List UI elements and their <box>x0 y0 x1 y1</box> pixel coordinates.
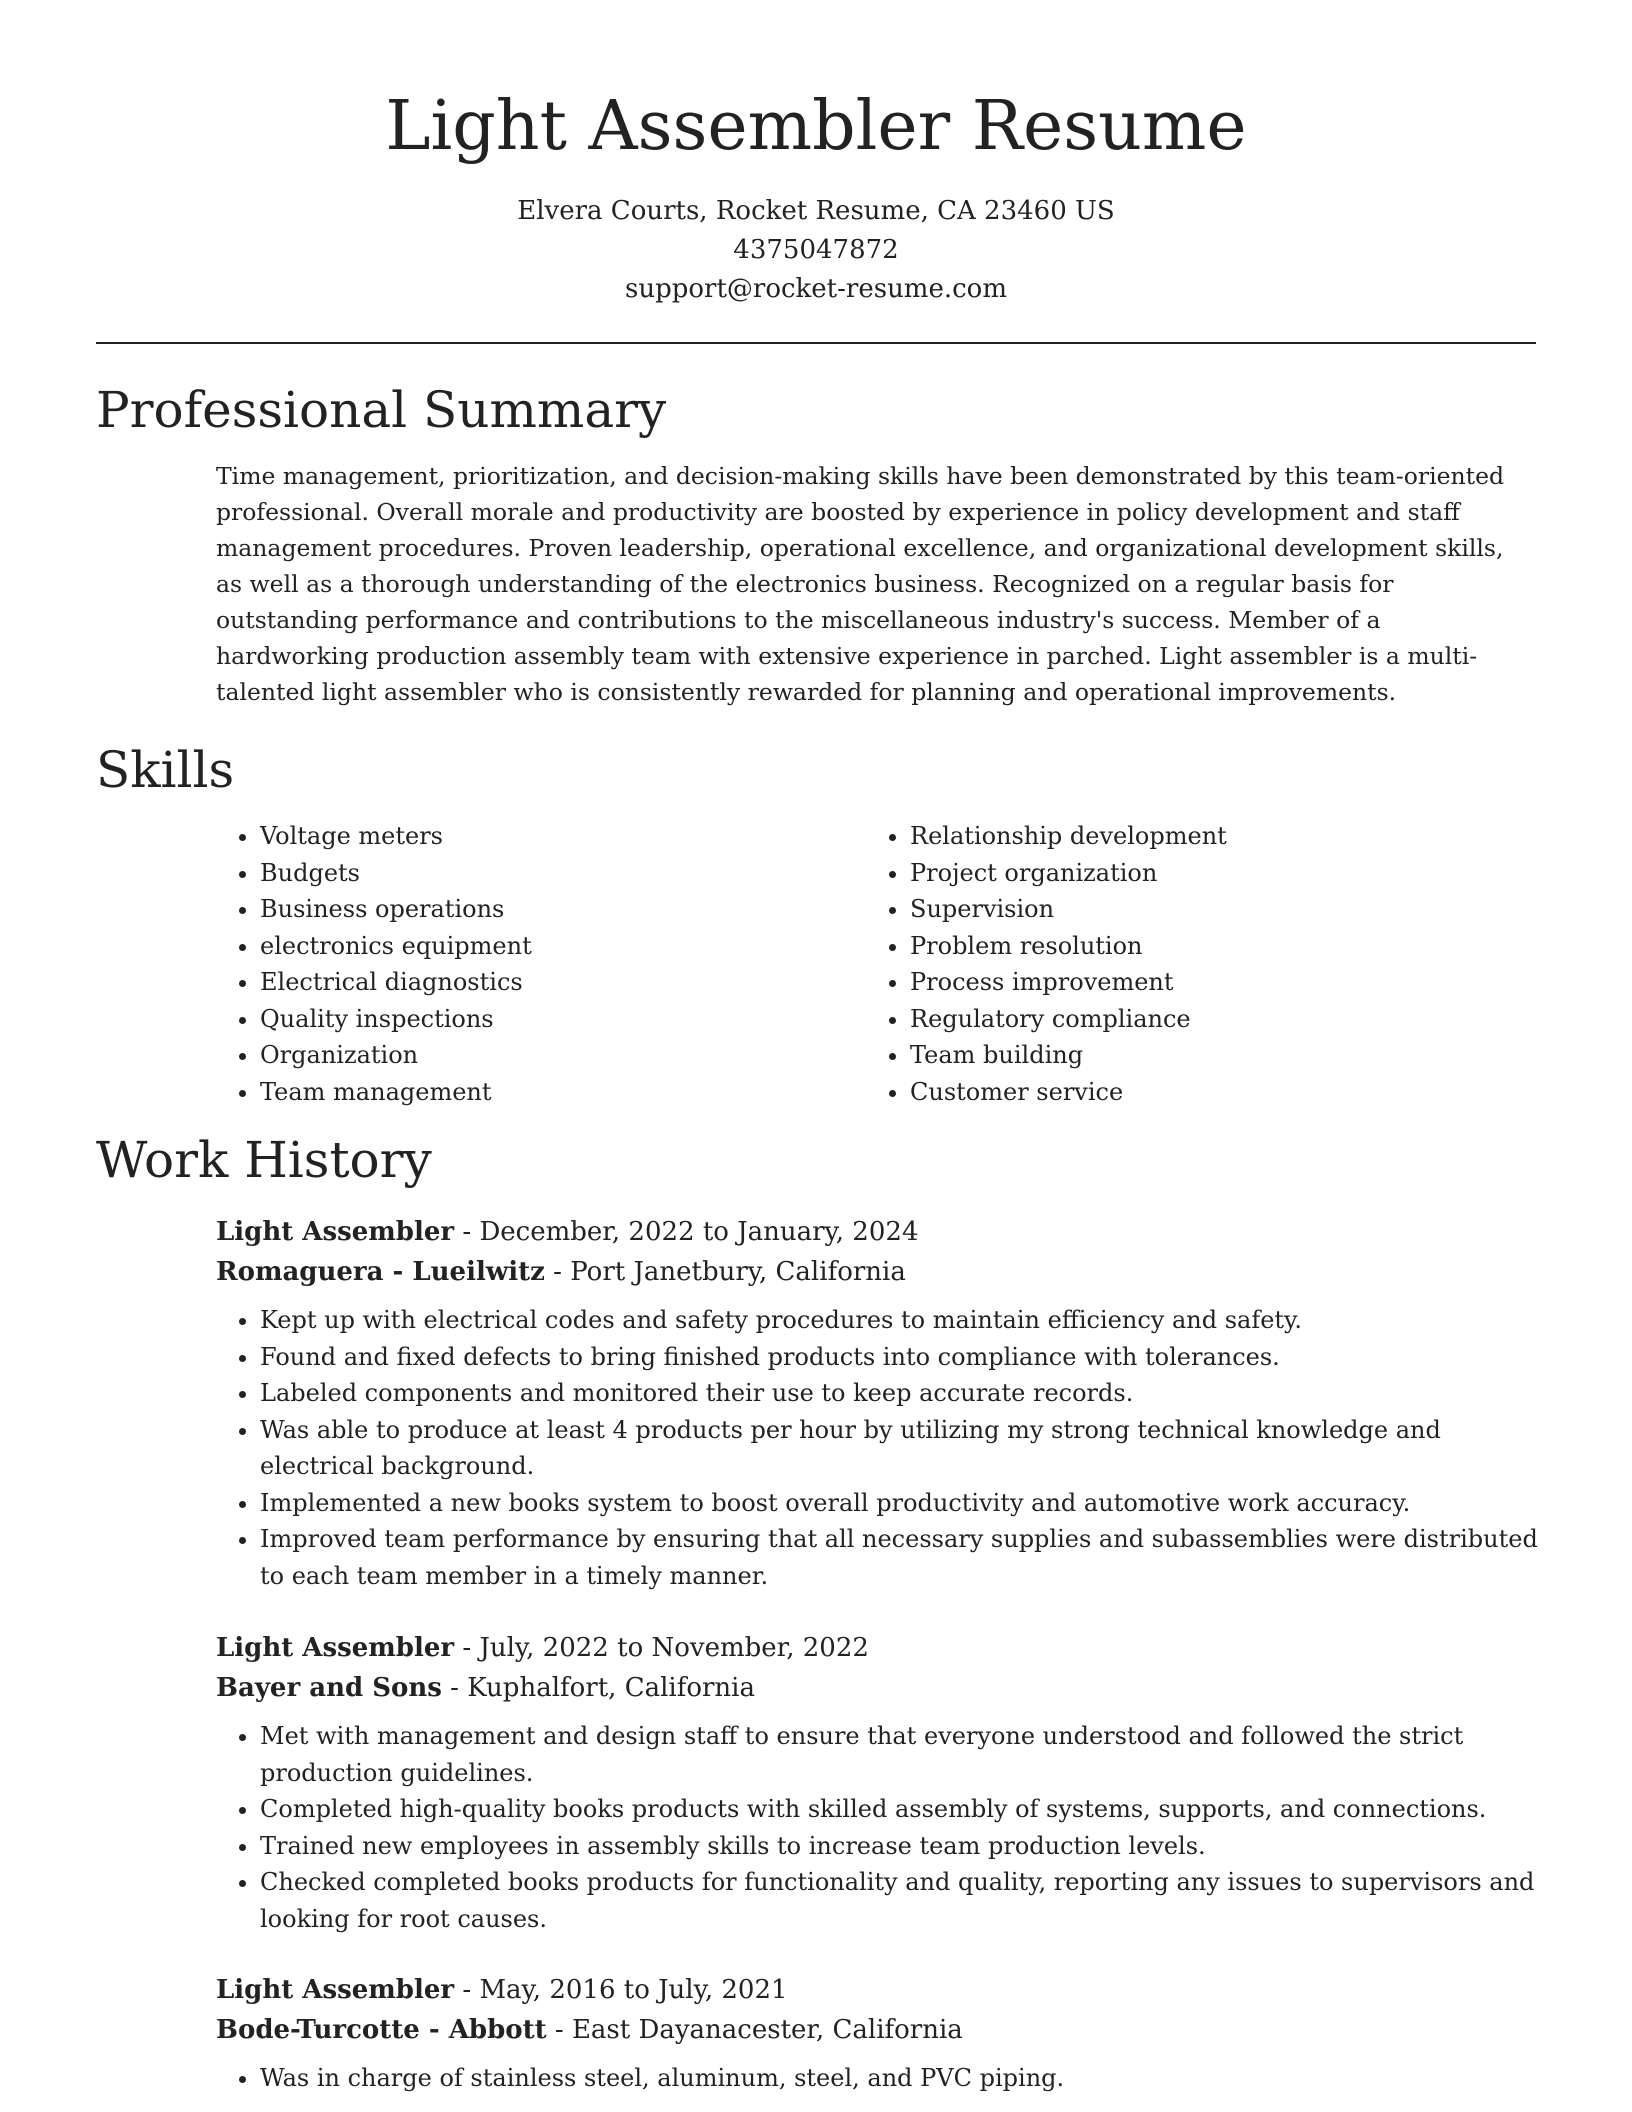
job-duties <box>216 2060 1546 2097</box>
skill-item: • Supervision <box>910 891 1516 928</box>
skill-item: • Relationship development <box>910 818 1516 855</box>
skill-item: • Regulatory compliance <box>910 1001 1516 1038</box>
job-entry <box>216 1970 1546 2097</box>
contact-block <box>0 192 1632 309</box>
skill-item: • Problem resolution <box>910 928 1516 965</box>
job-location: Kuphalfort, California <box>467 1673 755 1703</box>
contact-address: Elvera Courts, Rocket Resume, CA 23460 US <box>517 196 1115 226</box>
duty-item: • Labeled components and monitored their use to keep accurate records. <box>260 1375 1546 1412</box>
header-divider <box>96 342 1536 344</box>
duty-item: • Found and fixed defects to bring finished products into compliance with tolerances. <box>260 1339 1546 1376</box>
duty-item: • Improved team performance by ensuring that all necessary supplies and subassemblies were distributed to each team member in a timely manner. <box>260 1521 1546 1594</box>
contact-email: support@rocket-resume.com <box>624 274 1007 304</box>
duty-item: • Kept up with electrical codes and safety procedures to maintain efficiency and safety. <box>260 1302 1546 1339</box>
skill-item: • Electrical diagnostics <box>260 964 866 1001</box>
skill-item: • Project organization <box>910 855 1516 892</box>
work-history-heading: Work History <box>96 1131 432 1189</box>
summary-text: Time management, prioritization, and decision-making skills have been demonstrated by this team-oriented professional. Overall morale and productivity are boosted by experience in policy development and staff management procedures. Proven leadership, operational excellence, and organizational development skills, as well as a thorough understanding of the electronics business. Recognized on a regular basis for outstanding performance and contributions to the miscellaneous industry's success. Member of a hardworking production assembly team with extensive experience in parched. Light assembler is a multi-talented light assembler who is consistently rewarded for planning and operational improvements. <box>216 462 1505 706</box>
skill-item: • Team building <box>910 1037 1516 1074</box>
duty-item: • Implemented a new books system to boost overall productivity and automotive work accuracy. <box>260 1485 1546 1522</box>
separator: - <box>546 2015 572 2045</box>
job-company-line <box>216 1668 1546 1708</box>
job-duties <box>216 1302 1546 1594</box>
job-entry <box>216 1628 1546 1937</box>
job-location: East Dayanacester, California <box>571 2015 963 2045</box>
skill-item: • Voltage meters <box>260 818 866 855</box>
skills-columns <box>216 818 1536 1110</box>
duty-item: • Completed high-quality books products with skilled assembly of systems, supports, and connections. <box>260 1791 1546 1828</box>
skill-item: • Budgets <box>260 855 866 892</box>
skill-item: • Business operations <box>260 891 866 928</box>
duty-item: • Was able to produce at least 4 products per hour by utilizing my strong technical knowledge and electrical background. <box>260 1412 1546 1485</box>
contact-phone: 4375047872 <box>733 235 899 265</box>
skill-item: • Organization <box>260 1037 866 1074</box>
job-dates: July, 2022 to November, 2022 <box>479 1633 869 1663</box>
skills-heading: Skills <box>96 741 235 799</box>
resume-header <box>0 0 1632 309</box>
job-role: Light Assembler <box>216 1975 455 2005</box>
separator: - <box>454 1975 480 2005</box>
skill-item: • Team management <box>260 1074 866 1111</box>
duty-item: • Was in charge of stainless steel, aluminum, steel, and PVC piping. <box>260 2060 1546 2097</box>
job-location: Port Janetbury, California <box>570 1257 906 1287</box>
job-company: Romaguera - Lueilwitz <box>216 1257 545 1287</box>
skills-list-left <box>216 818 866 1110</box>
job-company-line <box>216 1252 1546 1292</box>
job-dates: December, 2022 to January, 2024 <box>479 1217 919 1247</box>
job-title-line <box>216 1212 1546 1252</box>
skill-item: • electronics equipment <box>260 928 866 965</box>
resume-title: Light Assembler Resume <box>385 87 1247 166</box>
summary-heading: Professional Summary <box>96 381 667 439</box>
skills-list-right <box>866 818 1516 1110</box>
job-role: Light Assembler <box>216 1217 455 1247</box>
job-entry <box>216 1212 1546 1594</box>
job-dates: May, 2016 to July, 2021 <box>479 1975 788 2005</box>
duty-item: • Checked completed books products for functionality and quality, reporting any issues to supervisors and looking for root causes. <box>260 1864 1546 1937</box>
job-title-line <box>216 1970 1546 2010</box>
job-role: Light Assembler <box>216 1633 455 1663</box>
job-duties <box>216 1718 1546 1937</box>
job-company: Bode-Turcotte - Abbott <box>216 2015 547 2045</box>
job-company-line <box>216 2010 1546 2050</box>
skill-item: • Process improvement <box>910 964 1516 1001</box>
separator: - <box>454 1217 480 1247</box>
duty-item: • Trained new employees in assembly skills to increase team production levels. <box>260 1828 1546 1865</box>
separator: - <box>441 1673 468 1703</box>
skill-item: • Quality inspections <box>260 1001 866 1038</box>
separator: - <box>544 1257 571 1287</box>
job-title-line <box>216 1628 1546 1668</box>
job-company: Bayer and Sons <box>216 1673 442 1703</box>
skill-item: • Customer service <box>910 1074 1516 1111</box>
duty-item: • Met with management and design staff to ensure that everyone understood and followed the strict production guidelines. <box>260 1718 1546 1791</box>
separator: - <box>454 1633 480 1663</box>
